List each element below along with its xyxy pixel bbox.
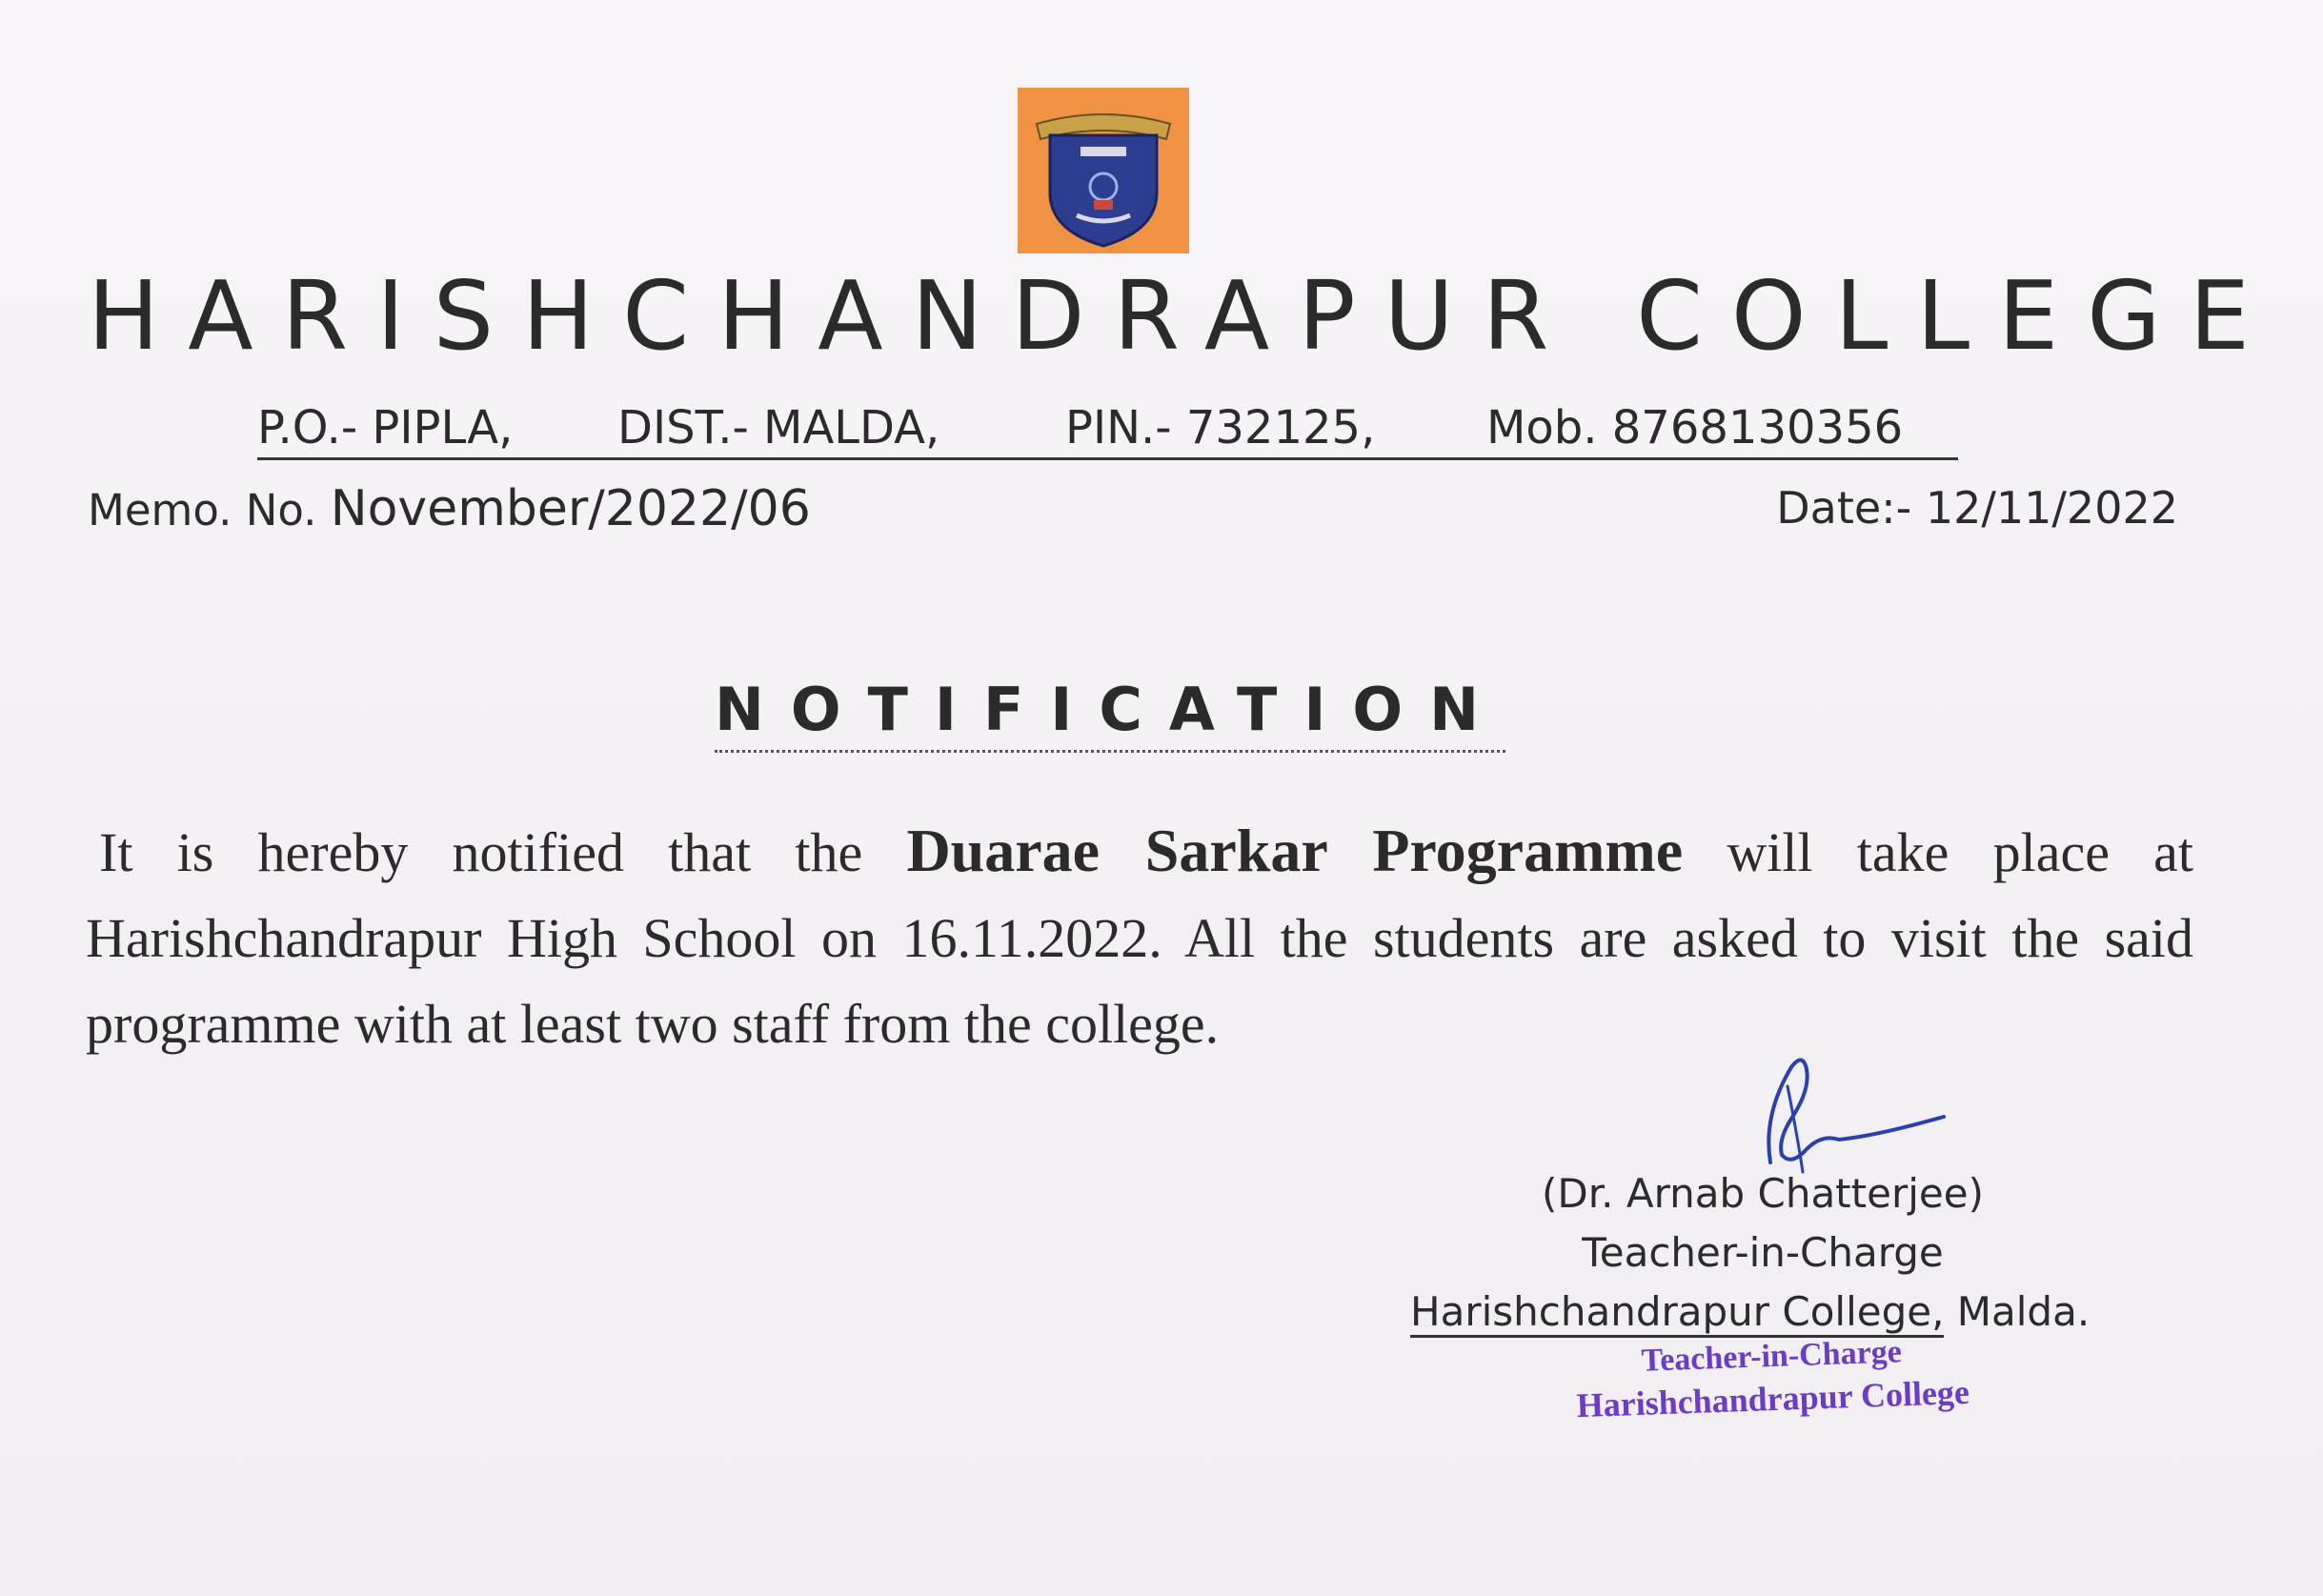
signatory-location: Malda.: [1944, 1288, 2091, 1335]
signatory-block: [1401, 1164, 2125, 1342]
official-stamp: [1571, 1329, 1974, 1427]
address-mobile: Mob. 8768130356: [1486, 401, 1904, 455]
memo-number: [88, 480, 811, 537]
college-address: [257, 400, 1958, 460]
body-text-details: will take place at Harishchandrapur High School on 16.11.2022. All the students are asked to visit the said programme with at least two staff from the college.: [86, 821, 2194, 1055]
memo-value: November/2022/06: [330, 480, 811, 537]
address-dist: DIST.- MALDA,: [617, 401, 940, 455]
college-logo: [1018, 88, 1189, 253]
notification-body: [86, 808, 2193, 1067]
address-po: P.O.- PIPLA,: [257, 401, 514, 455]
body-text-intro: It is hereby notified that the: [99, 821, 907, 883]
stamp-line-1: Teacher-in-Charge: [1641, 1334, 1903, 1379]
memo-label: Memo. No.: [88, 485, 317, 535]
signatory-name: (Dr. Arnab Chatterjee): [1542, 1170, 1984, 1217]
signatory-institution: Harishchandrapur College,: [1410, 1288, 1944, 1338]
signatory-institution-line: [1401, 1283, 2125, 1342]
handwritten-signature: [1734, 1048, 1953, 1182]
college-name: HARISHCHANDRAPUR COLLEGE: [88, 260, 2278, 372]
signature-icon: [1734, 1048, 1953, 1182]
college-crest-icon: [1018, 88, 1189, 253]
address-pin: PIN.- 732125,: [1065, 401, 1376, 455]
stamp-line-2: Harishchandrapur College: [1576, 1372, 1970, 1425]
programme-name: Duarae Sarkar Programme: [906, 817, 1684, 884]
notification-heading: NOTIFICATION: [715, 675, 1505, 753]
memo-date: Date:- 12/11/2022: [1776, 482, 2178, 534]
signatory-designation: Teacher-in-Charge: [1582, 1229, 1944, 1276]
